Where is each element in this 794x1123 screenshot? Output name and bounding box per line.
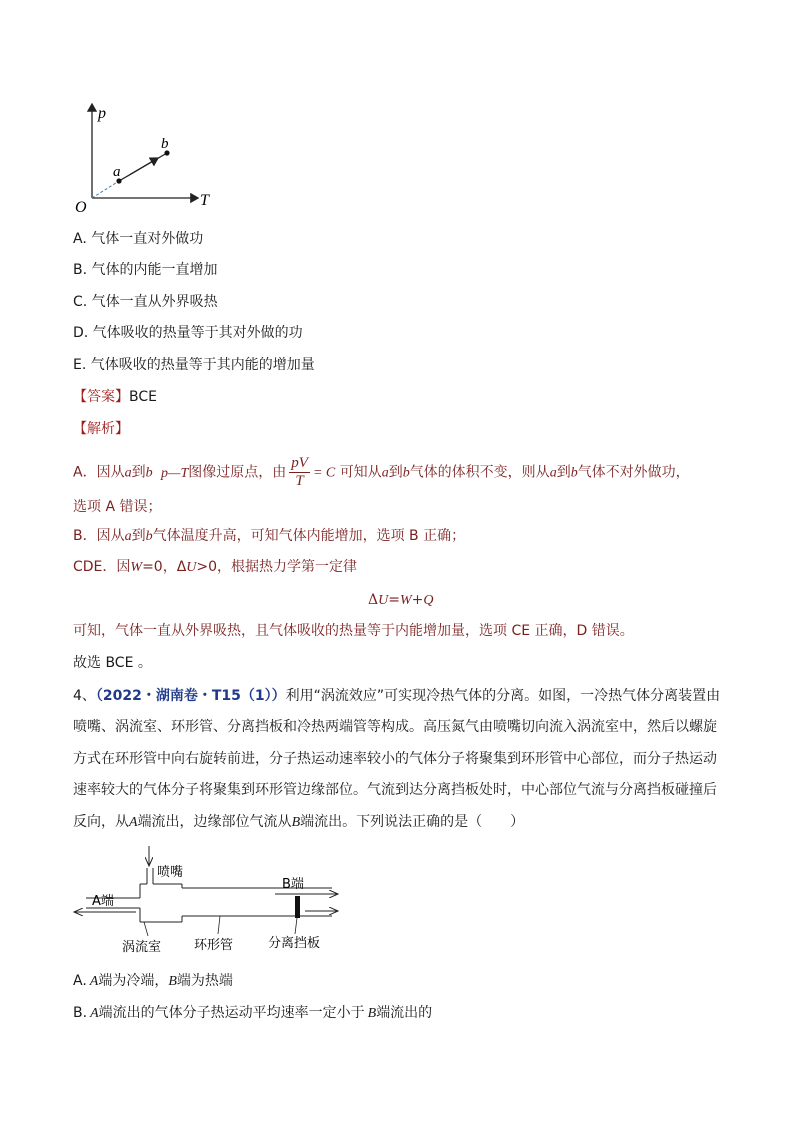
- analysis-text: A．因从: [73, 464, 125, 481]
- analysis-text: B．因从: [73, 528, 125, 544]
- var-b-end: B: [291, 815, 301, 830]
- equals-c: = C: [312, 465, 336, 481]
- var-b-end: B: [168, 974, 177, 989]
- analysis-a-line2: 选项 A 错误；: [73, 499, 162, 515]
- analysis-b-line: [73, 526, 465, 547]
- separation-baffle: [295, 896, 300, 918]
- q4-text: 端流出。下列说法正确的是（ ）: [300, 814, 525, 830]
- formula-delta: Δ: [368, 592, 379, 608]
- formula-plus: +: [411, 592, 424, 608]
- option-text: 端为冷端，: [98, 973, 169, 989]
- formula-w: W: [399, 593, 412, 608]
- q4-text: 端流出，边缘部位气流从: [137, 814, 292, 830]
- q4-line5: [73, 812, 524, 833]
- analysis-tag: 【解析】: [73, 421, 129, 437]
- process-arrow: [130, 158, 158, 175]
- fraction-denominator: T: [295, 473, 304, 489]
- option-text: 端流出的气体分子热运动平均速率一定小于: [98, 1005, 365, 1021]
- analysis-cde-line: [73, 557, 357, 578]
- q4-line2: 喷嘴、涡流室、环形管、分离挡板和冷热两端管等构成。高压氮气由喷嘴切向流入涡流室中，然后以螺旋: [73, 719, 717, 735]
- answer-tag: 【答案】: [73, 389, 129, 405]
- option-text: 端流出的: [376, 1005, 433, 1021]
- label-vortex-chamber: 涡流室: [122, 940, 162, 955]
- analysis-text: 可知从: [339, 464, 382, 481]
- analysis-text: 气体的体积不变，则从: [409, 464, 550, 481]
- option-prefix: B.: [73, 1005, 88, 1021]
- var-a: a: [549, 465, 557, 481]
- option-e: E. 气体吸收的热量等于其内能的增加量: [73, 357, 315, 373]
- q4-source: （2022・湖南卷・T15（1））: [95, 688, 286, 704]
- label-a-end: A端: [92, 894, 114, 909]
- var-u: U: [186, 560, 197, 575]
- q4-line3: 方式在环形管中向右旋转前进，分子热运动速率较小的气体分子将聚集到环形管中心部位，而分子热运动: [73, 751, 717, 767]
- fraction-numerator: pV: [291, 455, 308, 471]
- q4-line4: 速率较大的气体分子将聚集到环形管边缘部位。气流到达分离挡板处时，中心部位气流与分离挡板碰撞后: [73, 782, 717, 798]
- var-a: a: [124, 465, 132, 481]
- label-b: b: [161, 136, 169, 152]
- analysis-text: CDE．因: [73, 559, 131, 575]
- analysis-text: 到: [556, 464, 571, 481]
- analysis-a-line1: [73, 455, 690, 490]
- var-b: b: [145, 529, 153, 544]
- label-b-end: B端: [282, 877, 304, 892]
- var-a-end: A: [129, 815, 138, 830]
- q4-number: 4、: [73, 688, 96, 704]
- option-d: D. 气体吸收的热量等于其对外做的功: [73, 325, 303, 341]
- q4-option-a: [73, 971, 233, 992]
- baffle-leader: [295, 918, 297, 934]
- choose-line: 故选 BCE 。: [73, 655, 152, 671]
- q4-line1: [73, 686, 720, 706]
- var-a: a: [124, 529, 132, 544]
- option-c: C. 气体一直从外界吸热: [73, 294, 218, 310]
- graph-name: p—T: [161, 465, 189, 481]
- label-nozzle: 喷嘴: [157, 865, 184, 880]
- analysis-text: 气体温度升高，可知气体内能增加，选项 B 正确；: [152, 528, 466, 544]
- analysis-text: 图像过原点，由: [188, 464, 287, 481]
- label-p: p: [98, 105, 106, 122]
- vortex-leader: [144, 922, 148, 936]
- var-a-end: A: [90, 1006, 99, 1021]
- analysis-text: >0，根据热力学第一定律: [196, 559, 358, 575]
- var-a: a: [381, 465, 389, 481]
- var-b-end: B: [367, 1006, 377, 1021]
- option-b: B. 气体的内能一直增加: [73, 262, 218, 278]
- analysis-text: 到: [388, 464, 403, 481]
- analysis-text: =0，Δ: [142, 559, 187, 575]
- option-a: A. 气体一直对外做功: [73, 231, 204, 247]
- formula-u: U: [378, 593, 389, 608]
- analysis-conclusion: 可知，气体一直从外界吸热，且气体吸收的热量等于内能增加量，选项 CE 正确，D 错误。: [73, 623, 634, 639]
- label-baffle: 分离挡板: [268, 936, 321, 951]
- var-a-end: A: [89, 974, 99, 989]
- ring-leader: [218, 916, 220, 934]
- option-text: 端为热端: [176, 973, 233, 989]
- label-ring-tube: 环形管: [194, 938, 234, 953]
- p-t-graph: [70, 98, 220, 218]
- first-law-formula: [368, 590, 434, 611]
- option-prefix: A.: [73, 973, 87, 989]
- var-w: W: [130, 560, 143, 575]
- answer-line: [73, 387, 157, 407]
- analysis-text: 到: [131, 464, 146, 481]
- fraction-pv-over-t: [289, 455, 310, 490]
- label-o: O: [75, 199, 87, 216]
- formula-q: Q: [423, 593, 434, 608]
- origin-dashed-line: [92, 181, 119, 198]
- q4-option-b: [73, 1003, 432, 1024]
- var-b: b: [570, 465, 578, 481]
- label-t: T: [200, 192, 209, 209]
- answer-value: BCE: [129, 389, 157, 405]
- vortex-tube-diagram: [70, 842, 360, 957]
- analysis-text: 到: [131, 528, 146, 544]
- analysis-text: 气体不对外做功，: [577, 464, 690, 481]
- var-b: b: [145, 465, 153, 481]
- label-a: a: [113, 164, 121, 180]
- q4-text: 反向，从: [73, 814, 129, 830]
- var-b: b: [402, 465, 410, 481]
- q4-text: 利用“涡流效应”可实现冷热气体的分离。如图，一冷热气体分离装置由: [285, 688, 721, 704]
- formula-eq: =: [388, 592, 400, 608]
